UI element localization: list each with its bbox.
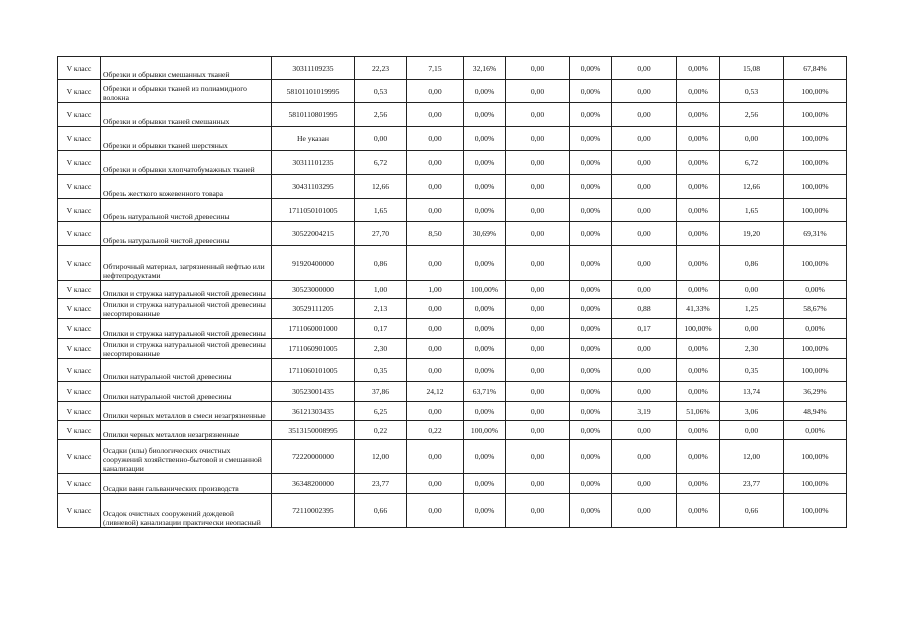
cell-v4: 0,00 (612, 222, 677, 246)
cell-name: Обрезь натуральной чистой древесины (101, 222, 272, 246)
cell-v4: 0,00 (612, 57, 677, 80)
cell-p4: 41,33% (677, 299, 720, 319)
cell-p5: 67,84% (784, 57, 847, 80)
cell-v3: 0,00 (506, 421, 570, 440)
cell-cls: V класс (58, 199, 101, 222)
cell-v2: 24,12 (407, 382, 464, 402)
cell-code: 72110002395 (272, 494, 355, 528)
cell-v3: 0,00 (506, 382, 570, 402)
cell-v1: 0,22 (355, 421, 407, 440)
cell-p4: 0,00% (677, 494, 720, 528)
cell-name: Обрезки и обрывки смешанных тканей (101, 57, 272, 80)
table-row (58, 359, 847, 382)
cell-name: Обрезки и обрывки тканей смешанных (101, 103, 272, 127)
cell-v4: 0,00 (612, 494, 677, 528)
cell-v5: 3,06 (720, 402, 784, 421)
table-row (58, 382, 847, 402)
cell-p4: 100,00% (677, 319, 720, 339)
cell-v5: 0,86 (720, 246, 784, 281)
cell-p4: 0,00% (677, 57, 720, 80)
table-row (58, 151, 847, 175)
cell-code: 1711050101005 (272, 199, 355, 222)
cell-p5: 100,00% (784, 127, 847, 151)
cell-v5: 13,74 (720, 382, 784, 402)
cell-p5: 100,00% (784, 474, 847, 494)
cell-v3: 0,00 (506, 359, 570, 382)
cell-p2: 0,00% (464, 151, 506, 175)
cell-v2: 0,00 (407, 440, 464, 474)
cell-p3: 0,00% (570, 222, 612, 246)
cell-v4: 0,00 (612, 127, 677, 151)
cell-p4: 0,00% (677, 222, 720, 246)
table-row (58, 246, 847, 281)
cell-v1: 2,30 (355, 339, 407, 359)
cell-cls: V класс (58, 299, 101, 319)
table-row (58, 80, 847, 103)
cell-cls: V класс (58, 359, 101, 382)
table-row (58, 421, 847, 440)
cell-v3: 0,00 (506, 440, 570, 474)
cell-code: 1711060101005 (272, 359, 355, 382)
cell-v2: 0,00 (407, 127, 464, 151)
cell-v3: 0,00 (506, 246, 570, 281)
table-row (58, 103, 847, 127)
cell-v1: 22,23 (355, 57, 407, 80)
cell-code: 91920400000 (272, 246, 355, 281)
cell-cls: V класс (58, 319, 101, 339)
cell-v3: 0,00 (506, 339, 570, 359)
cell-v2: 0,00 (407, 494, 464, 528)
cell-code: 30523001435 (272, 382, 355, 402)
cell-v5: 1,25 (720, 299, 784, 319)
cell-code: 58101101019995 (272, 80, 355, 103)
cell-v5: 2,56 (720, 103, 784, 127)
cell-p2: 0,00% (464, 402, 506, 421)
cell-v3: 0,00 (506, 222, 570, 246)
cell-code: 36121303435 (272, 402, 355, 421)
cell-name: Опилки черных металлов в смеси незагрязненные (101, 402, 272, 421)
cell-p3: 0,00% (570, 57, 612, 80)
cell-cls: V класс (58, 246, 101, 281)
cell-v5: 6,72 (720, 151, 784, 175)
cell-code: 1711060901005 (272, 339, 355, 359)
cell-p3: 0,00% (570, 382, 612, 402)
cell-name: Обрезки и обрывки тканей из полиамидного волокна (101, 80, 272, 103)
cell-p5: 36,29% (784, 382, 847, 402)
cell-p2: 0,00% (464, 359, 506, 382)
cell-name: Опилки натуральной чистой древесины (101, 359, 272, 382)
cell-v2: 0,00 (407, 151, 464, 175)
cell-p3: 0,00% (570, 494, 612, 528)
cell-p3: 0,00% (570, 127, 612, 151)
cell-p2: 0,00% (464, 319, 506, 339)
cell-v1: 0,00 (355, 127, 407, 151)
table-row (58, 494, 847, 528)
cell-p5: 100,00% (784, 175, 847, 199)
cell-v1: 1,00 (355, 281, 407, 299)
cell-v4: 0,00 (612, 103, 677, 127)
table-body (58, 57, 847, 528)
cell-p2: 0,00% (464, 440, 506, 474)
table-row (58, 474, 847, 494)
cell-cls: V класс (58, 474, 101, 494)
cell-v1: 6,72 (355, 151, 407, 175)
cell-p3: 0,00% (570, 421, 612, 440)
table-row (58, 127, 847, 151)
cell-code: 1711060001000 (272, 319, 355, 339)
cell-v5: 0,00 (720, 319, 784, 339)
cell-code: 72220000000 (272, 440, 355, 474)
cell-p2: 0,00% (464, 199, 506, 222)
cell-v1: 0,17 (355, 319, 407, 339)
cell-v3: 0,00 (506, 474, 570, 494)
cell-p4: 0,00% (677, 199, 720, 222)
cell-cls: V класс (58, 103, 101, 127)
cell-p4: 0,00% (677, 382, 720, 402)
cell-p2: 0,00% (464, 103, 506, 127)
cell-v2: 1,00 (407, 281, 464, 299)
cell-v1: 6,25 (355, 402, 407, 421)
cell-v4: 0,00 (612, 421, 677, 440)
cell-p3: 0,00% (570, 319, 612, 339)
cell-name: Опилки черных металлов незагрязненные (101, 421, 272, 440)
cell-name: Обрезки и обрывки тканей шерстяных (101, 127, 272, 151)
cell-p3: 0,00% (570, 80, 612, 103)
cell-v2: 8,50 (407, 222, 464, 246)
cell-v5: 0,53 (720, 80, 784, 103)
cell-p4: 0,00% (677, 103, 720, 127)
cell-v4: 0,17 (612, 319, 677, 339)
cell-v3: 0,00 (506, 151, 570, 175)
cell-p2: 30,69% (464, 222, 506, 246)
cell-p3: 0,00% (570, 281, 612, 299)
cell-v2: 0,00 (407, 199, 464, 222)
cell-p5: 100,00% (784, 359, 847, 382)
cell-p5: 100,00% (784, 151, 847, 175)
cell-p5: 100,00% (784, 494, 847, 528)
cell-p4: 0,00% (677, 246, 720, 281)
cell-p5: 100,00% (784, 103, 847, 127)
cell-v5: 12,66 (720, 175, 784, 199)
cell-v3: 0,00 (506, 127, 570, 151)
table-row (58, 402, 847, 421)
cell-v2: 0,22 (407, 421, 464, 440)
cell-p5: 0,00% (784, 319, 847, 339)
table-row (58, 319, 847, 339)
cell-v2: 0,00 (407, 319, 464, 339)
cell-p5: 100,00% (784, 246, 847, 281)
cell-v3: 0,00 (506, 57, 570, 80)
cell-v4: 0,00 (612, 175, 677, 199)
cell-v5: 0,00 (720, 127, 784, 151)
cell-cls: V класс (58, 57, 101, 80)
cell-v3: 0,00 (506, 175, 570, 199)
cell-v1: 2,13 (355, 299, 407, 319)
cell-code: 30529111205 (272, 299, 355, 319)
cell-v1: 23,77 (355, 474, 407, 494)
cell-name: Опилки натуральной чистой древесины (101, 382, 272, 402)
cell-p4: 0,00% (677, 175, 720, 199)
cell-v4: 3,19 (612, 402, 677, 421)
waste-table (57, 56, 847, 528)
cell-p2: 0,00% (464, 299, 506, 319)
cell-name: Осадок очистных сооружений дождевой (ливневой) канализации практически неопасный (101, 494, 272, 528)
cell-p5: 69,31% (784, 222, 847, 246)
cell-p4: 51,06% (677, 402, 720, 421)
cell-v3: 0,00 (506, 299, 570, 319)
cell-v2: 7,15 (407, 57, 464, 80)
cell-cls: V класс (58, 80, 101, 103)
cell-v3: 0,00 (506, 199, 570, 222)
cell-v2: 0,00 (407, 402, 464, 421)
cell-p4: 0,00% (677, 80, 720, 103)
cell-v4: 0,00 (612, 474, 677, 494)
table-row (58, 199, 847, 222)
cell-v2: 0,00 (407, 299, 464, 319)
table-row (58, 339, 847, 359)
cell-p2: 0,00% (464, 80, 506, 103)
cell-name: Обрезки и обрывки хлопчатобумажных тканей (101, 151, 272, 175)
cell-v4: 0,00 (612, 339, 677, 359)
cell-v1: 0,86 (355, 246, 407, 281)
cell-cls: V класс (58, 421, 101, 440)
cell-v1: 27,70 (355, 222, 407, 246)
cell-p3: 0,00% (570, 474, 612, 494)
cell-code: 30522004215 (272, 222, 355, 246)
cell-v4: 0,00 (612, 246, 677, 281)
cell-code: 30311109235 (272, 57, 355, 80)
cell-p4: 0,00% (677, 281, 720, 299)
cell-cls: V класс (58, 222, 101, 246)
cell-cls: V класс (58, 339, 101, 359)
cell-p5: 58,67% (784, 299, 847, 319)
cell-v3: 0,00 (506, 103, 570, 127)
cell-p2: 0,00% (464, 474, 506, 494)
table-row (58, 299, 847, 319)
cell-cls: V класс (58, 127, 101, 151)
table-row (58, 175, 847, 199)
cell-p3: 0,00% (570, 402, 612, 421)
cell-v4: 0,00 (612, 151, 677, 175)
cell-v4: 0,00 (612, 80, 677, 103)
cell-p5: 100,00% (784, 80, 847, 103)
cell-v2: 0,00 (407, 359, 464, 382)
cell-p5: 100,00% (784, 440, 847, 474)
cell-v5: 19,20 (720, 222, 784, 246)
table-row (58, 440, 847, 474)
cell-v4: 0,00 (612, 199, 677, 222)
cell-v4: 0,00 (612, 359, 677, 382)
cell-p2: 0,00% (464, 175, 506, 199)
table-row (58, 222, 847, 246)
cell-cls: V класс (58, 151, 101, 175)
cell-v5: 0,00 (720, 281, 784, 299)
cell-v5: 2,30 (720, 339, 784, 359)
table-row (58, 57, 847, 80)
cell-p2: 100,00% (464, 421, 506, 440)
cell-p5: 100,00% (784, 199, 847, 222)
cell-code: 30311101235 (272, 151, 355, 175)
cell-v1: 0,66 (355, 494, 407, 528)
cell-p2: 0,00% (464, 127, 506, 151)
cell-code: 30523000000 (272, 281, 355, 299)
cell-v4: 0,00 (612, 440, 677, 474)
cell-v2: 0,00 (407, 339, 464, 359)
cell-v3: 0,00 (506, 281, 570, 299)
table-row (58, 281, 847, 299)
cell-v1: 12,66 (355, 175, 407, 199)
cell-p3: 0,00% (570, 339, 612, 359)
cell-p4: 0,00% (677, 421, 720, 440)
cell-name: Опилки и стружка натуральной чистой древесины несортированные (101, 299, 272, 319)
cell-v5: 23,77 (720, 474, 784, 494)
cell-name: Обрезь жесткого кожевенного товара (101, 175, 272, 199)
cell-cls: V класс (58, 402, 101, 421)
cell-cls: V класс (58, 281, 101, 299)
cell-p2: 0,00% (464, 494, 506, 528)
cell-p5: 0,00% (784, 421, 847, 440)
cell-code: 36348200000 (272, 474, 355, 494)
cell-v5: 1,65 (720, 199, 784, 222)
cell-p4: 0,00% (677, 474, 720, 494)
cell-code: Не указан (272, 127, 355, 151)
cell-v4: 0,88 (612, 299, 677, 319)
cell-p3: 0,00% (570, 359, 612, 382)
cell-cls: V класс (58, 494, 101, 528)
cell-v2: 0,00 (407, 175, 464, 199)
cell-p4: 0,00% (677, 151, 720, 175)
cell-v5: 0,66 (720, 494, 784, 528)
cell-v3: 0,00 (506, 80, 570, 103)
cell-v1: 1,65 (355, 199, 407, 222)
cell-p3: 0,00% (570, 440, 612, 474)
cell-code: 30431103295 (272, 175, 355, 199)
cell-cls: V класс (58, 382, 101, 402)
cell-p3: 0,00% (570, 246, 612, 281)
cell-v2: 0,00 (407, 246, 464, 281)
cell-v3: 0,00 (506, 319, 570, 339)
cell-name: Опилки и стружка натуральной чистой древесины (101, 319, 272, 339)
cell-p2: 100,00% (464, 281, 506, 299)
cell-cls: V класс (58, 175, 101, 199)
cell-v5: 12,00 (720, 440, 784, 474)
cell-name: Обрезь натуральной чистой древесины (101, 199, 272, 222)
cell-v2: 0,00 (407, 103, 464, 127)
cell-p2: 63,71% (464, 382, 506, 402)
cell-v1: 12,00 (355, 440, 407, 474)
cell-p5: 48,94% (784, 402, 847, 421)
cell-name: Опилки и стружка натуральной чистой древесины несортированные (101, 339, 272, 359)
cell-v4: 0,00 (612, 382, 677, 402)
cell-code: 5810110801995 (272, 103, 355, 127)
cell-p3: 0,00% (570, 199, 612, 222)
cell-p2: 32,16% (464, 57, 506, 80)
cell-p2: 0,00% (464, 246, 506, 281)
cell-v1: 2,56 (355, 103, 407, 127)
cell-p3: 0,00% (570, 175, 612, 199)
cell-v4: 0,00 (612, 281, 677, 299)
cell-v2: 0,00 (407, 474, 464, 494)
cell-name: Обтирочный материал, загрязненный нефтью или нефтепродуктами (101, 246, 272, 281)
cell-v1: 0,35 (355, 359, 407, 382)
cell-p4: 0,00% (677, 359, 720, 382)
cell-v5: 15,08 (720, 57, 784, 80)
cell-p5: 0,00% (784, 281, 847, 299)
cell-v2: 0,00 (407, 80, 464, 103)
cell-v3: 0,00 (506, 402, 570, 421)
cell-name: Опилки и стружка натуральной чистой древесины (101, 281, 272, 299)
cell-p4: 0,00% (677, 127, 720, 151)
cell-name: Осадки ванн гальванических производств (101, 474, 272, 494)
cell-p4: 0,00% (677, 339, 720, 359)
cell-name: Осадки (илы) биологических очистных сооружений хозяйственно-бытовой и смешанной канализации (101, 440, 272, 474)
cell-p3: 0,00% (570, 103, 612, 127)
cell-p5: 100,00% (784, 339, 847, 359)
cell-p3: 0,00% (570, 299, 612, 319)
cell-v5: 0,35 (720, 359, 784, 382)
cell-p2: 0,00% (464, 339, 506, 359)
cell-cls: V класс (58, 440, 101, 474)
cell-v5: 0,00 (720, 421, 784, 440)
cell-v3: 0,00 (506, 494, 570, 528)
cell-p3: 0,00% (570, 151, 612, 175)
cell-code: 3513150008995 (272, 421, 355, 440)
cell-v1: 0,53 (355, 80, 407, 103)
cell-p4: 0,00% (677, 440, 720, 474)
cell-v1: 37,86 (355, 382, 407, 402)
